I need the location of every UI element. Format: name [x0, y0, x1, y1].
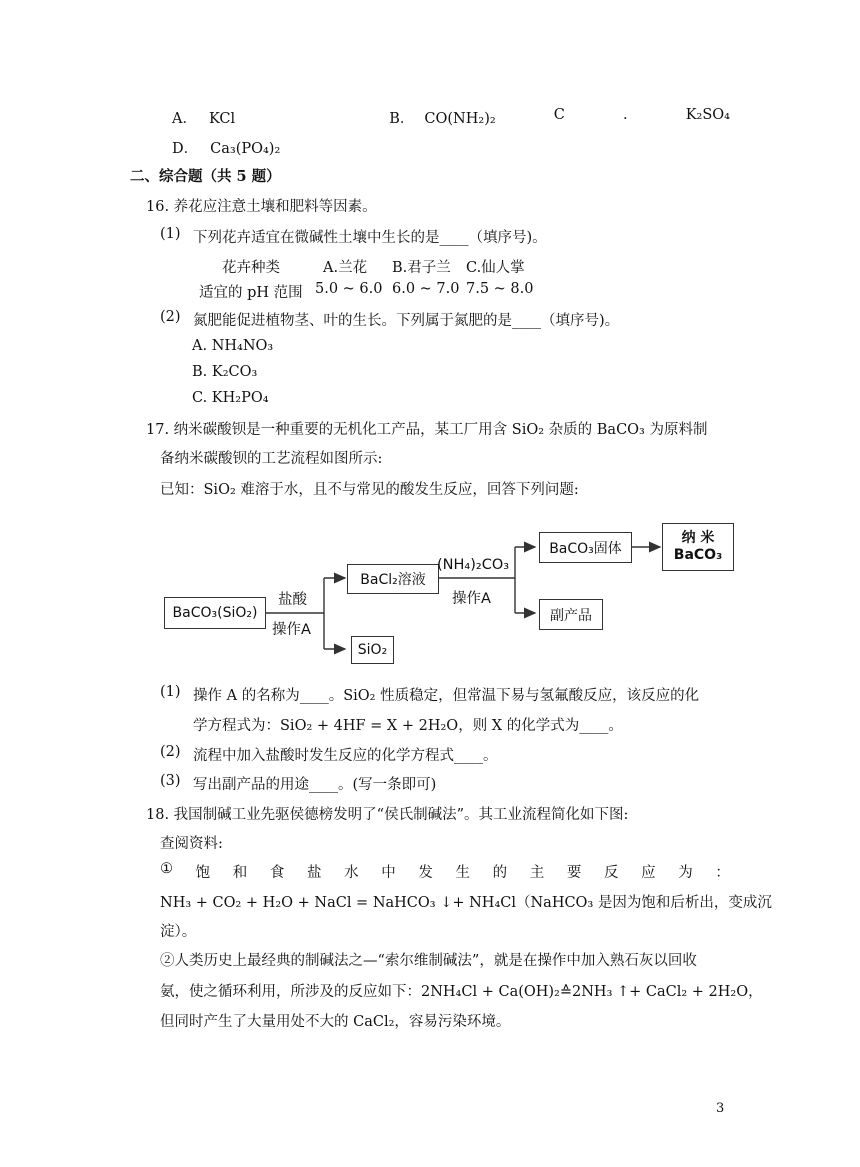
q18-line-5: 淀）。 [160, 924, 197, 940]
ph-table-header-0: 花卉种类 [222, 260, 280, 276]
q17-line-3: 已知：SiO₂ 难溶于水，且不与常见的酸发生反应，回答下列问题: [160, 482, 579, 498]
section-title: 二、综合题（共 5 题） [130, 168, 281, 185]
flow-box-nano-baco3: 纳 米 BaCO₃ [662, 523, 734, 571]
flow-label-operation-a-1: 操作A [272, 622, 311, 638]
flow-box-raw-material: BaCO₃(SiO₂) [164, 597, 266, 629]
q16-stem: 16. 养花应注意土壤和肥料等因素。 [146, 199, 377, 215]
q16-part2-text: 氮肥能促进植物茎、叶的生长。下列属于氮肥的是____（填序号)。 [193, 313, 620, 329]
flow-label-hydrochloric-acid: 盐酸 [278, 592, 307, 608]
q17-part1-line-1: 操作 A 的名称为____。SiO₂ 性质稳定，但常温下易与氢氟酸反应，该反应的化 [193, 688, 700, 704]
q17-part3-number: (3) [160, 773, 181, 789]
flow-box-sio2: SiO₂ [351, 636, 394, 664]
q16-part1-number: (1) [160, 226, 181, 242]
ph-table-header-1: A.兰花 [323, 260, 368, 276]
q15-option-c-dot: . [622, 107, 628, 123]
flow-label-ammonium-carbonate: (NH₄)₂CO₃ [437, 557, 510, 573]
q15-option-c-text: K₂SO₄ [685, 107, 730, 123]
flow-box-bacl2-solution: BaCl₂溶液 [347, 564, 439, 594]
q17-part1-number: (1) [160, 684, 181, 700]
flow-box-baco3-solid: BaCO₃固体 [539, 532, 632, 563]
q18-line-7: 氨，使之循环利用，所涉及的反应如下：2NH₄Cl + Ca(OH)₂≙2NH₃ ↑+ CaCl₂ + 2H₂O， [160, 984, 763, 1000]
q16-part1-text: 下列花卉适宜在微碱性土壤中生长的是____（填序号)。 [193, 230, 547, 246]
ph-table-header-3: C.仙人掌 [466, 260, 525, 276]
q15-option-b: B． CO(NH₂)₂ [389, 111, 496, 127]
q17-part2-text: 流程中加入盐酸时发生反应的化学方程式____。 [193, 748, 498, 764]
q17-part2-number: (2) [160, 744, 181, 760]
q16-option-a: A. NH₄NO₃ [192, 338, 274, 354]
q17-part3-text: 写出副产品的用途____。(写一条即可) [193, 777, 437, 793]
q15-option-d: D． Ca₃(PO₄)₂ [172, 141, 281, 157]
q17-line-1: 17. 纳米碳酸钡是一种重要的无机化工产品，某工厂用含 SiO₂ 杂质的 BaCO₃ 为原料制 [146, 422, 708, 438]
q17-line-2: 备纳米碳酸钡的工艺流程如图所示: [160, 451, 383, 467]
ph-table-cell-0: 适宜的 pH 范围 [199, 285, 303, 301]
q18-line-3-justified: ① 饱 和 食 盐 水 中 发 生 的 主 要 反 应 为 ： [160, 861, 730, 881]
q18-line-6: ②人类历史上最经典的制碱法之—“索尔维制碱法”，就是在操作中加入熟石灰以回收 [160, 953, 697, 969]
q15-option-a: A． KCl [172, 111, 236, 127]
flow-box-byproduct: 副产品 [539, 599, 603, 630]
q16-part2-number: (2) [160, 309, 181, 325]
q18-line-1: 18. 我国制碱工业先驱侯德榜发明了“侯氏制碱法”。其工业流程简化如下图: [146, 807, 629, 823]
flow-label-operation-a-2: 操作A [452, 591, 491, 607]
q18-line-4: NH₃ + CO₂ + H₂O + NaCl = NaHCO₃ ↓+ NH₄Cl（NaHCO₃ 是因为饱和后析出，变成沉 [160, 895, 772, 911]
ph-table-header-2: B.君子兰 [392, 260, 451, 276]
q16-option-b: B. K₂CO₃ [192, 364, 258, 380]
ph-table-cell-3: 7.5 ~ 8.0 [466, 281, 534, 297]
ph-table-cell-2: 6.0 ~ 7.0 [392, 281, 460, 297]
q18-line-2: 查阅资料: [160, 836, 223, 852]
q15-option-c-label: C [553, 107, 565, 123]
page-number: 3 [716, 1101, 725, 1116]
q16-option-c: C. KH₂PO₄ [192, 390, 269, 406]
q18-line-8: 但同时产生了大量用处不大的 CaCl₂，容易污染环境。 [160, 1014, 511, 1030]
ph-table-cell-1: 5.0 ~ 6.0 [315, 281, 383, 297]
q17-part1-line-2: 学方程式为：SiO₂ + 4HF = X + 2H₂O，则 X 的化学式为____。 [193, 718, 623, 734]
